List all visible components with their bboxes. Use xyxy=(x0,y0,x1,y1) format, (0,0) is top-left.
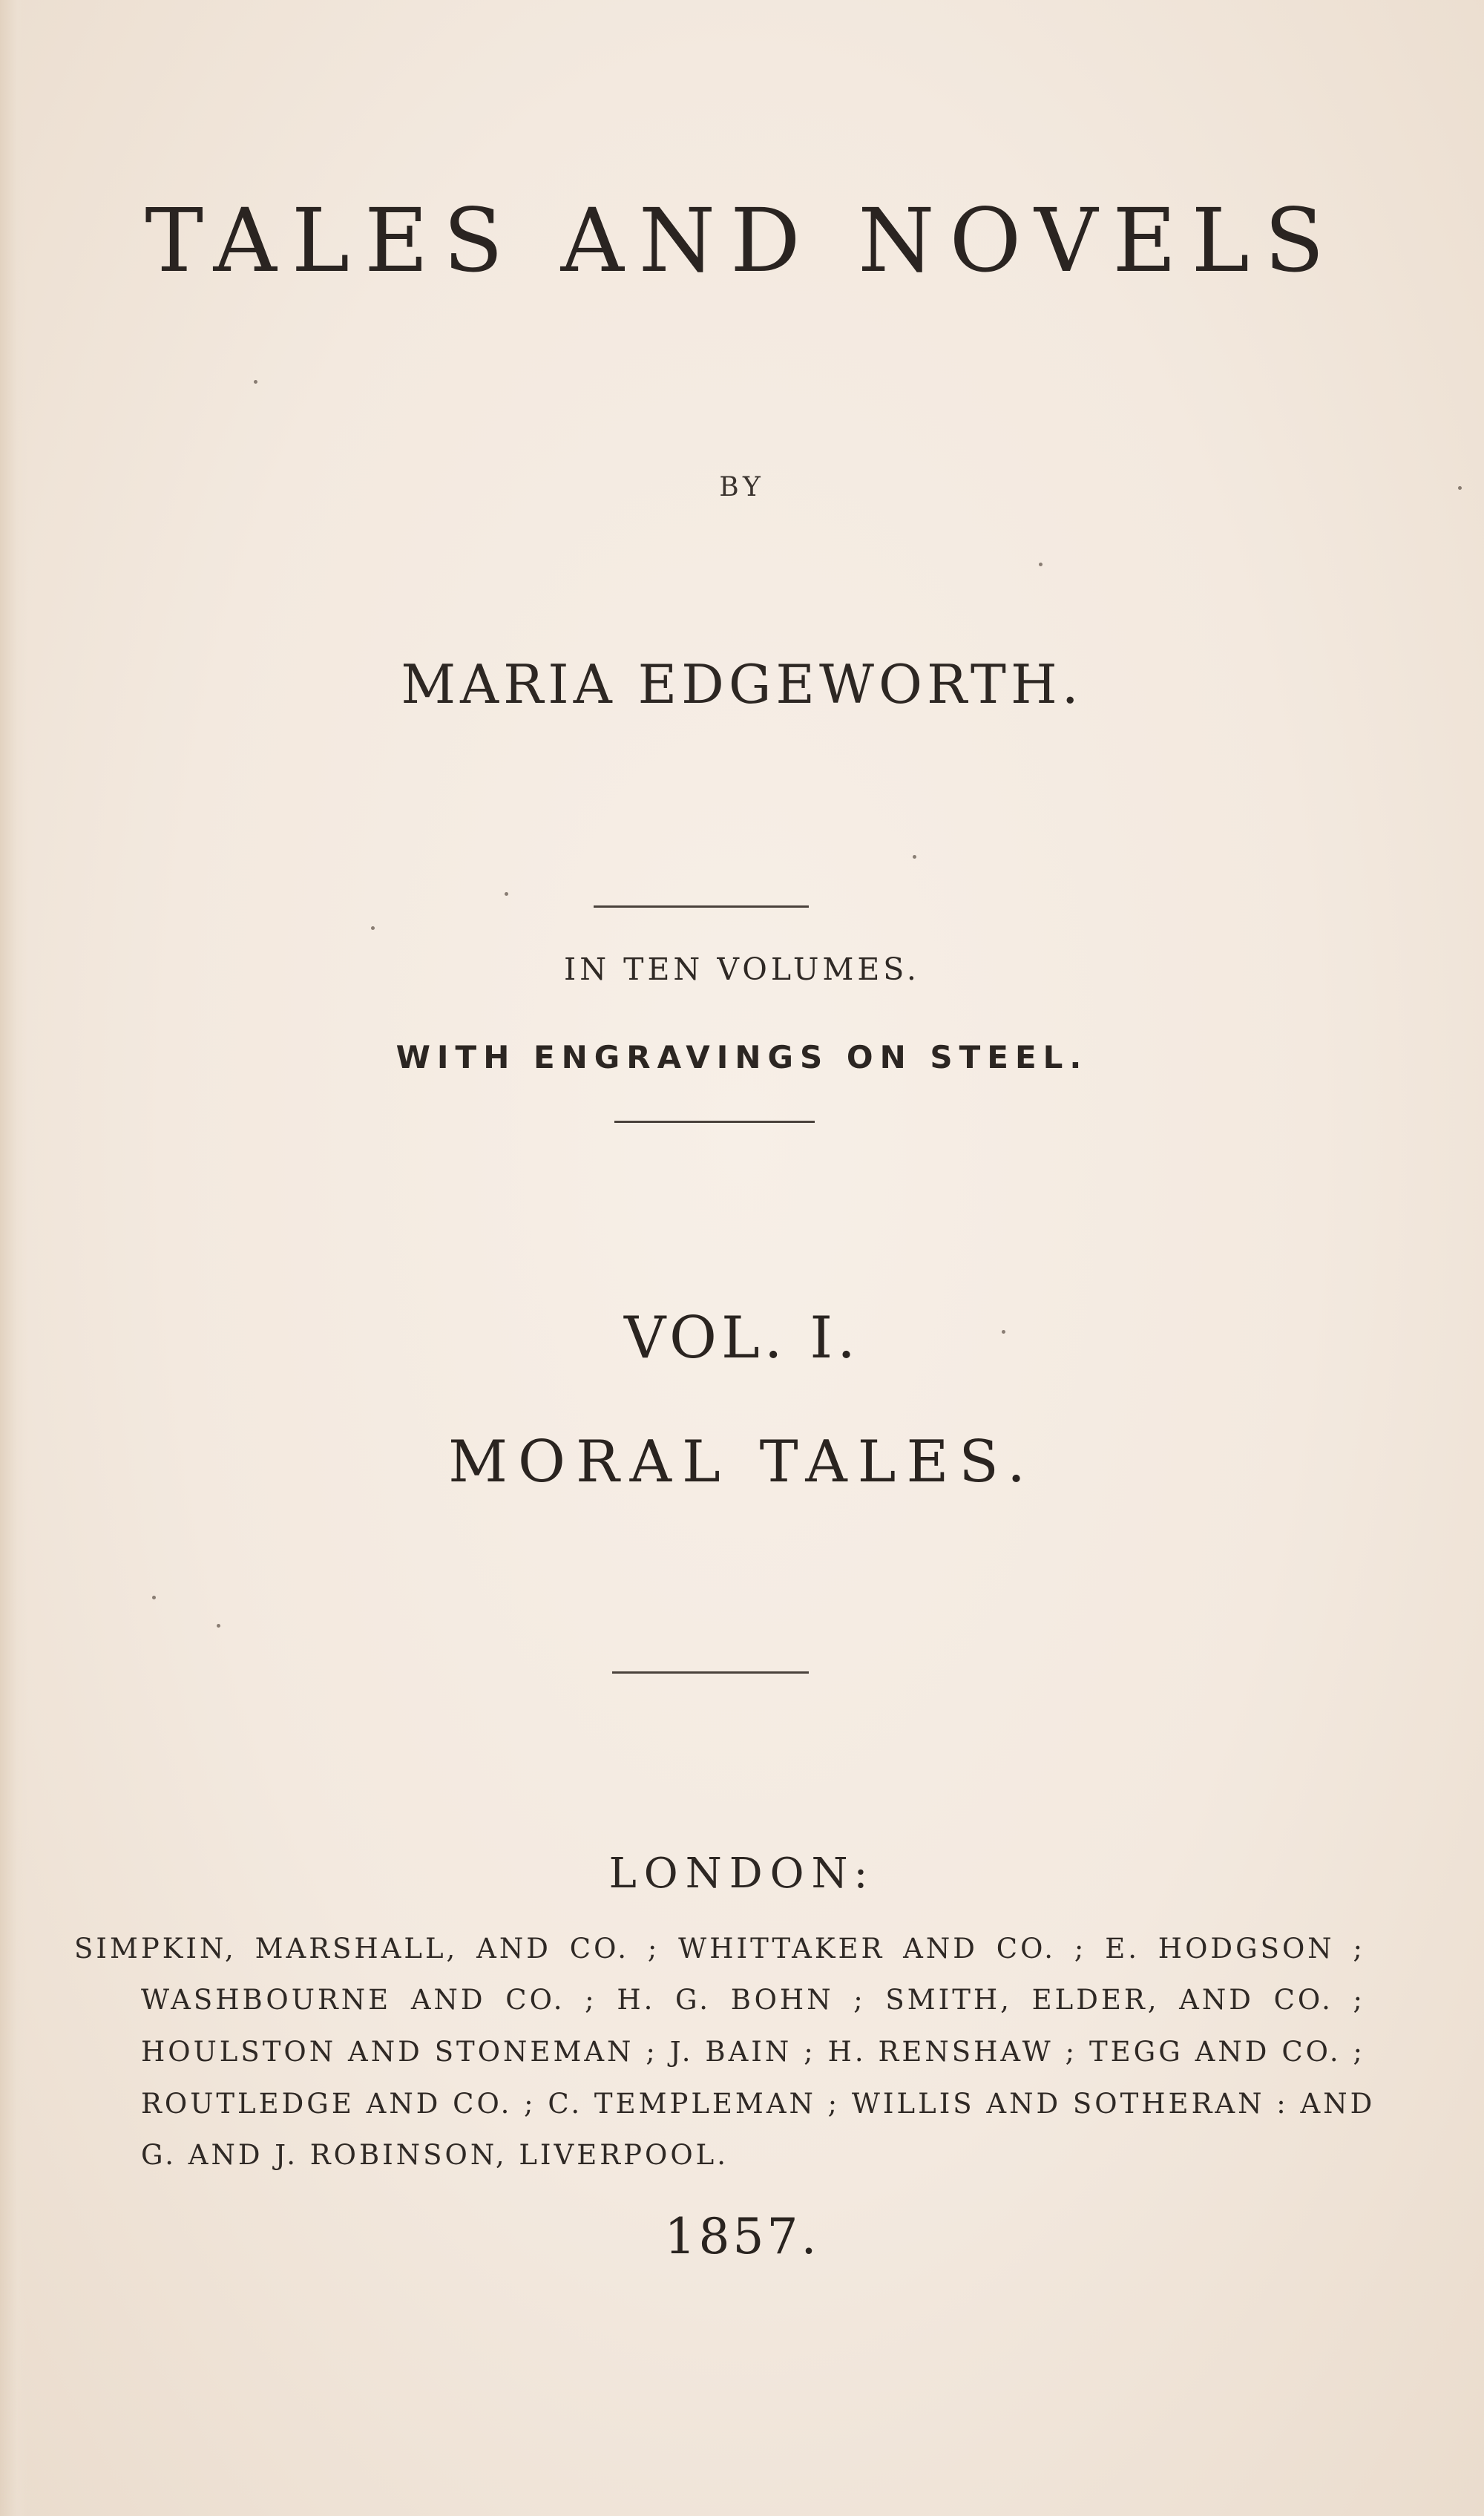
publisher-line: ROUTLEDGE AND CO. ; C. TEMPLEMAN ; WILLIS AND SOTHERAN : AND xyxy=(141,2088,1376,2120)
publisher-line: SIMPKIN, MARSHALL, AND CO. ; WHITTAKER AND CO. ; E. HODGSON ; xyxy=(74,1933,1365,1965)
publication-year: 1857. xyxy=(664,2208,820,2265)
series-title: MORAL TALES. xyxy=(448,1429,1036,1495)
book-title: TALES AND NOVELS xyxy=(145,189,1339,292)
paper-speck xyxy=(371,926,375,930)
paper-speck xyxy=(913,855,916,859)
publication-city: LONDON: xyxy=(608,1850,876,1898)
page-edge xyxy=(0,0,28,2516)
author-name: MARIA EDGEWORTH. xyxy=(401,653,1083,715)
paper-speck xyxy=(254,380,257,384)
paper-speck xyxy=(217,1624,220,1628)
engravings-note: WITH ENGRAVINGS ON STEEL. xyxy=(395,1039,1089,1075)
publisher-line: G. AND J. ROBINSON, LIVERPOOL. xyxy=(141,2139,729,2171)
paper-speck xyxy=(505,892,508,896)
volume-number: VOL. I. xyxy=(624,1305,860,1372)
paper-speck xyxy=(152,1596,156,1599)
publisher-line: HOULSTON AND STONEMAN ; J. BAIN ; H. RENSHAW ; TEGG AND CO. ; xyxy=(141,2036,1365,2068)
paper-speck xyxy=(1002,1330,1005,1334)
divider-rule xyxy=(594,905,809,908)
volume-count: IN TEN VOLUMES. xyxy=(564,951,920,987)
divider-rule xyxy=(612,1671,809,1674)
divider-rule xyxy=(614,1121,815,1123)
byline-label: BY xyxy=(719,472,765,502)
paper-speck xyxy=(1039,563,1043,566)
publisher-line: WASHBOURNE AND CO. ; H. G. BOHN ; SMITH, ELDER, AND CO. ; xyxy=(141,1984,1365,2016)
paper-speck xyxy=(1458,486,1462,490)
